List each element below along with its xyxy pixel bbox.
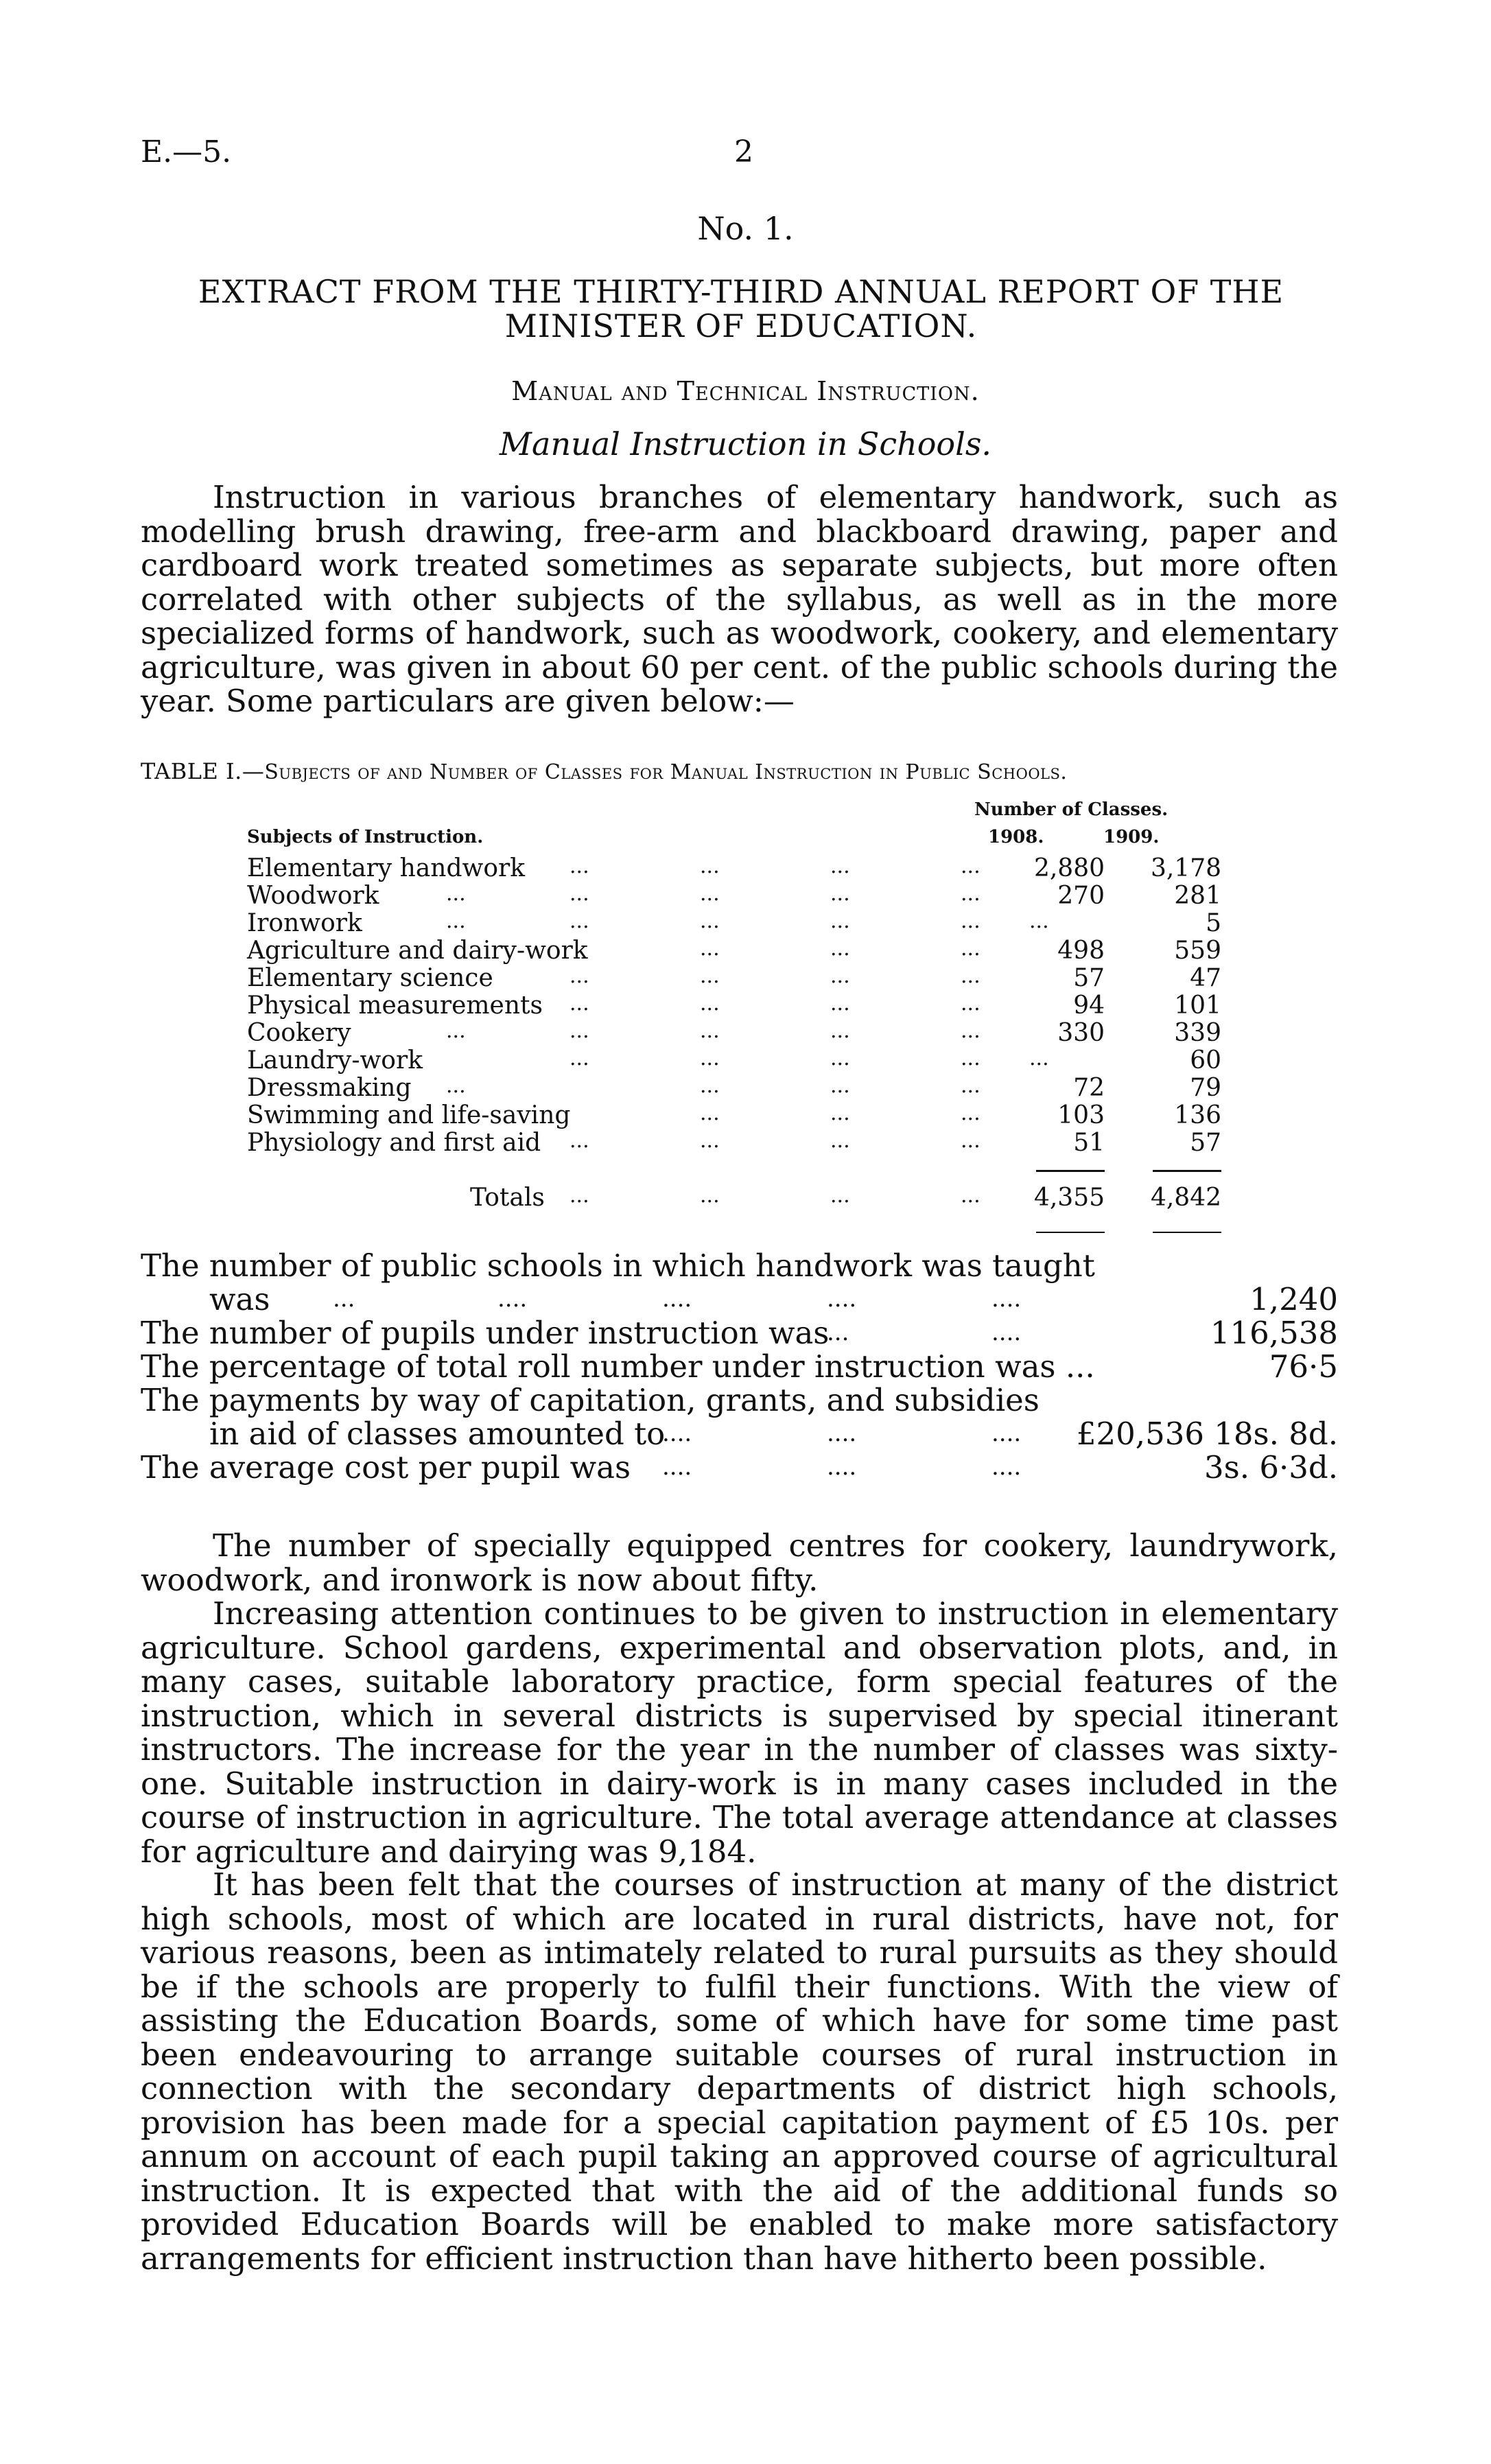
table-row: Cookery ... ... ... ... ... 330 339: [247, 1019, 1221, 1047]
statistics-summary: [141, 1249, 1338, 1484]
stat-payments: The payments by way of capitation, grants, and subsidies: [141, 1382, 1040, 1418]
stat-schools: The number of public schools in which handwork was taught: [141, 1247, 1095, 1284]
page-number: 2: [734, 134, 753, 169]
stat-pupils: The number of pupils under instruction was ... .... 116,538: [141, 1315, 1338, 1351]
totals-top-rule-1908: [1036, 1170, 1105, 1172]
report-reference: E.—5.: [141, 134, 232, 169]
stat-schools-cont: was ... .... .... .... .... 1,240: [209, 1281, 1338, 1317]
totals-bottom-rule-1908: [1036, 1232, 1105, 1233]
table-column-subject: Subjects of Instruction.: [247, 827, 484, 847]
totals-bottom-rule-1909: [1153, 1232, 1221, 1233]
table-column-1908: 1908.: [988, 827, 1044, 847]
table-group-header: Number of Classes.: [974, 799, 1169, 820]
agriculture-paragraph: Increasing attention continues to be given to instruction in elementary agriculture. School gardens, experimental and observation plots, and, in many cases, suitable laboratory practice, form special features of the instruction, which in several districts is supervised by special itinerant instructors. The increase for the year in the number of classes was sixty-one. Suitable instruction in dairy-work is in many cases included in the course of instruction in agriculture. The total average attendance at classes for agriculture and dairying was 9,184.: [141, 1595, 1338, 1870]
stat-payments-cont: in aid of classes amounted to .... .... .... £20,536 18s. 8d.: [209, 1416, 1338, 1452]
intro-paragraph: Instruction in various branches of elementary handwork, such as modelling brush drawing, free-arm and blackboard drawing, paper and cardboard work treated sometimes as separate subjects, but more often correlated with other subjects of the syllabus, as well as in the more specialized forms of handwork, such as woodwork, cookery, and elementary agriculture, was given in about 60 per cent. of the public schools during the year. Some particulars are given below:—: [141, 479, 1338, 719]
table-totals-row: Totals ... ... ... ... 4,355 4,842: [470, 1184, 1221, 1212]
table-row: Dressmaking ... ... ... ... 72 79: [247, 1074, 1221, 1102]
document-title: EXTRACT FROM THE THIRTY-THIRD ANNUAL REPORT OF THE MINISTER OF EDUCATION.: [198, 273, 1284, 344]
section-heading: Manual and Technical Instruction.: [511, 376, 980, 406]
table-row: Swimming and life-saving ... ... ... 103 136: [247, 1101, 1221, 1129]
totals-top-rule-1909: [1153, 1170, 1221, 1172]
table-row: Elementary science ... ... ... ... 57 47: [247, 964, 1221, 992]
stat-percentage: The percentage of total roll number under instruction was ... 76·5: [141, 1348, 1338, 1385]
table-row: Physiology and first aid ... ... ... ... 51 57: [247, 1129, 1221, 1157]
table-row: Elementary handwork ... ... ... ... 2,880 3,178: [247, 854, 1221, 882]
subsection-heading: Manual Instruction in Schools.: [499, 425, 992, 462]
document-number: No. 1.: [697, 210, 794, 247]
table-column-1909: 1909.: [1103, 827, 1160, 847]
district-high-schools-paragraph: It has been felt that the courses of instruction at many of the district high schools, most of which are located in rural districts, have not, for various reasons, been as intimately related to rural pursuits as they should be if the schools are properly to fulfil their functions. With the view of assisting the Education Boards, some of which have for some time past been endeavouring to arrange suitable courses of rural instruction in connection with the secondary departments of district high schools, provision has been made for a special capitation payment of £5 10s. per annum on account of each pupil taking an approved course of agricultural instruction. It is expected that with the aid of the additional funds so provided Education Boards will be enabled to make more satisfactory arrangements for efficient instruction than have hitherto been possible.: [141, 1866, 1338, 2277]
stat-average-cost: The average cost per pupil was .... .... .... 3s. 6·3d.: [141, 1449, 1338, 1486]
table-row: Physical measurements ... ... ... ... 94 101: [247, 992, 1221, 1020]
table-row: Laundry-work ... ... ... ... ... 60: [247, 1046, 1221, 1075]
table-row: Agriculture and dairy-work ... ... ... 498 559: [247, 937, 1221, 965]
table-row: Woodwork ... ... ... ... ... 270 281: [247, 882, 1221, 910]
table-row: Ironwork ... ... ... ... ... ... 5: [247, 909, 1221, 937]
table-caption: TABLE I.—Subjects of and Number of Classes for Manual Instruction in Public Schools.: [141, 758, 1068, 784]
centres-paragraph: The number of specially equipped centres for cookery, laundrywork, woodwork, and ironwork is now about fifty.: [141, 1527, 1338, 1598]
